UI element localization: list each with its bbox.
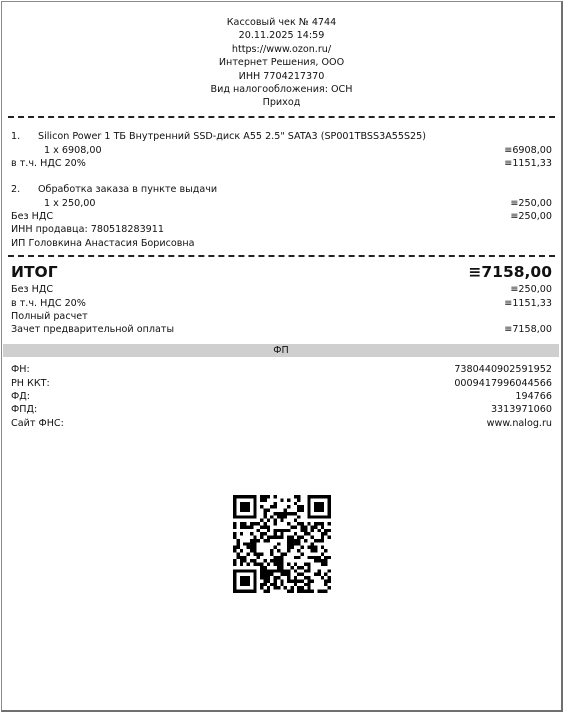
store-site: https://www.ozon.ru/ bbox=[231, 43, 332, 55]
rn-label: РН ККТ: bbox=[11, 378, 50, 389]
item-qty-price: 1 x 6908,00 bbox=[44, 145, 102, 156]
payment-mode: Полный расчет bbox=[11, 311, 88, 322]
item-qty-row bbox=[11, 197, 552, 210]
item-vat-value: ≡1151,33 bbox=[504, 158, 552, 169]
total-label: ИТОГ bbox=[11, 263, 58, 281]
fns-site-value: www.nalog.ru bbox=[486, 418, 552, 429]
payment-mode-row bbox=[11, 310, 552, 323]
seller-name: ИП Головкина Анастасия Борисовна bbox=[11, 238, 195, 249]
item-line bbox=[11, 130, 552, 143]
item-qty-price: 1 x 250,00 bbox=[44, 198, 96, 209]
fd-label: ФД: bbox=[11, 391, 30, 402]
item-sum: ≡250,00 bbox=[510, 198, 552, 209]
qr-code-icon bbox=[233, 495, 331, 593]
item-qty-row bbox=[11, 144, 552, 157]
total-row bbox=[11, 262, 552, 282]
receipt-title: Кассовый чек № 4744 bbox=[226, 17, 337, 28]
fd-row bbox=[11, 390, 552, 403]
seller-inn: ИНН продавца: 780518283911 bbox=[11, 224, 164, 235]
fiscal-band: ФП bbox=[3, 344, 559, 357]
fns-site-row bbox=[11, 417, 552, 430]
fpd-label: ФПД: bbox=[11, 404, 38, 415]
seller-inn-row bbox=[11, 223, 552, 236]
tax-system: Вид налогообложения: ОСН bbox=[210, 84, 353, 96]
divider bbox=[8, 255, 555, 257]
prepay-row bbox=[11, 323, 552, 336]
organization-inn: ИНН 7704217370 bbox=[238, 70, 325, 82]
fn-label: ФН: bbox=[11, 364, 30, 375]
no-vat-row bbox=[11, 283, 552, 296]
fns-site-label: Сайт ФНС: bbox=[11, 418, 64, 429]
item-number: 1. bbox=[11, 131, 21, 142]
vat20-row bbox=[11, 297, 552, 310]
operation-type: Приход bbox=[262, 97, 301, 109]
organization-name: Интернет Решения, ООО bbox=[218, 57, 345, 69]
vat20-value: ≡1151,33 bbox=[504, 298, 552, 309]
item-name: Обработка заказа в пункте выдачи bbox=[38, 184, 218, 195]
receipt-header bbox=[2, 16, 561, 110]
fpd-value: 3313971060 bbox=[490, 404, 552, 415]
item-number: 2. bbox=[11, 184, 21, 195]
item-vat-label: в т.ч. НДС 20% bbox=[11, 158, 86, 169]
rn-value: 0009417996044566 bbox=[454, 378, 552, 389]
fpd-row bbox=[11, 403, 552, 416]
item-name: Silicon Power 1 ТБ Внутренний SSD-диск A55 2.5" SATA3 (SP001TBSS3A55S25) bbox=[38, 131, 427, 142]
item-vat-label: Без НДС bbox=[11, 211, 54, 222]
no-vat-label: Без НДС bbox=[11, 284, 54, 295]
prepay-label: Зачет предварительной оплаты bbox=[11, 324, 175, 335]
vat20-label: в т.ч. НДС 20% bbox=[11, 298, 86, 309]
item-line bbox=[11, 183, 552, 196]
fd-value: 194766 bbox=[515, 391, 552, 402]
no-vat-value: ≡250,00 bbox=[510, 284, 552, 295]
prepay-value: ≡7158,00 bbox=[504, 324, 552, 335]
divider bbox=[8, 116, 555, 118]
rn-row bbox=[11, 377, 552, 390]
item-vat-value: ≡250,00 bbox=[510, 211, 552, 222]
receipt bbox=[1, 1, 563, 712]
fn-row bbox=[11, 363, 552, 376]
seller-name-row bbox=[11, 237, 552, 250]
item-vat-row bbox=[11, 210, 552, 223]
total-value: ≡7158,00 bbox=[468, 263, 552, 281]
fn-value: 7380440902591952 bbox=[454, 364, 552, 375]
receipt-datetime: 20.11.2025 14:59 bbox=[238, 30, 325, 42]
item-sum: ≡6908,00 bbox=[504, 145, 552, 156]
item-vat-row bbox=[11, 157, 552, 170]
